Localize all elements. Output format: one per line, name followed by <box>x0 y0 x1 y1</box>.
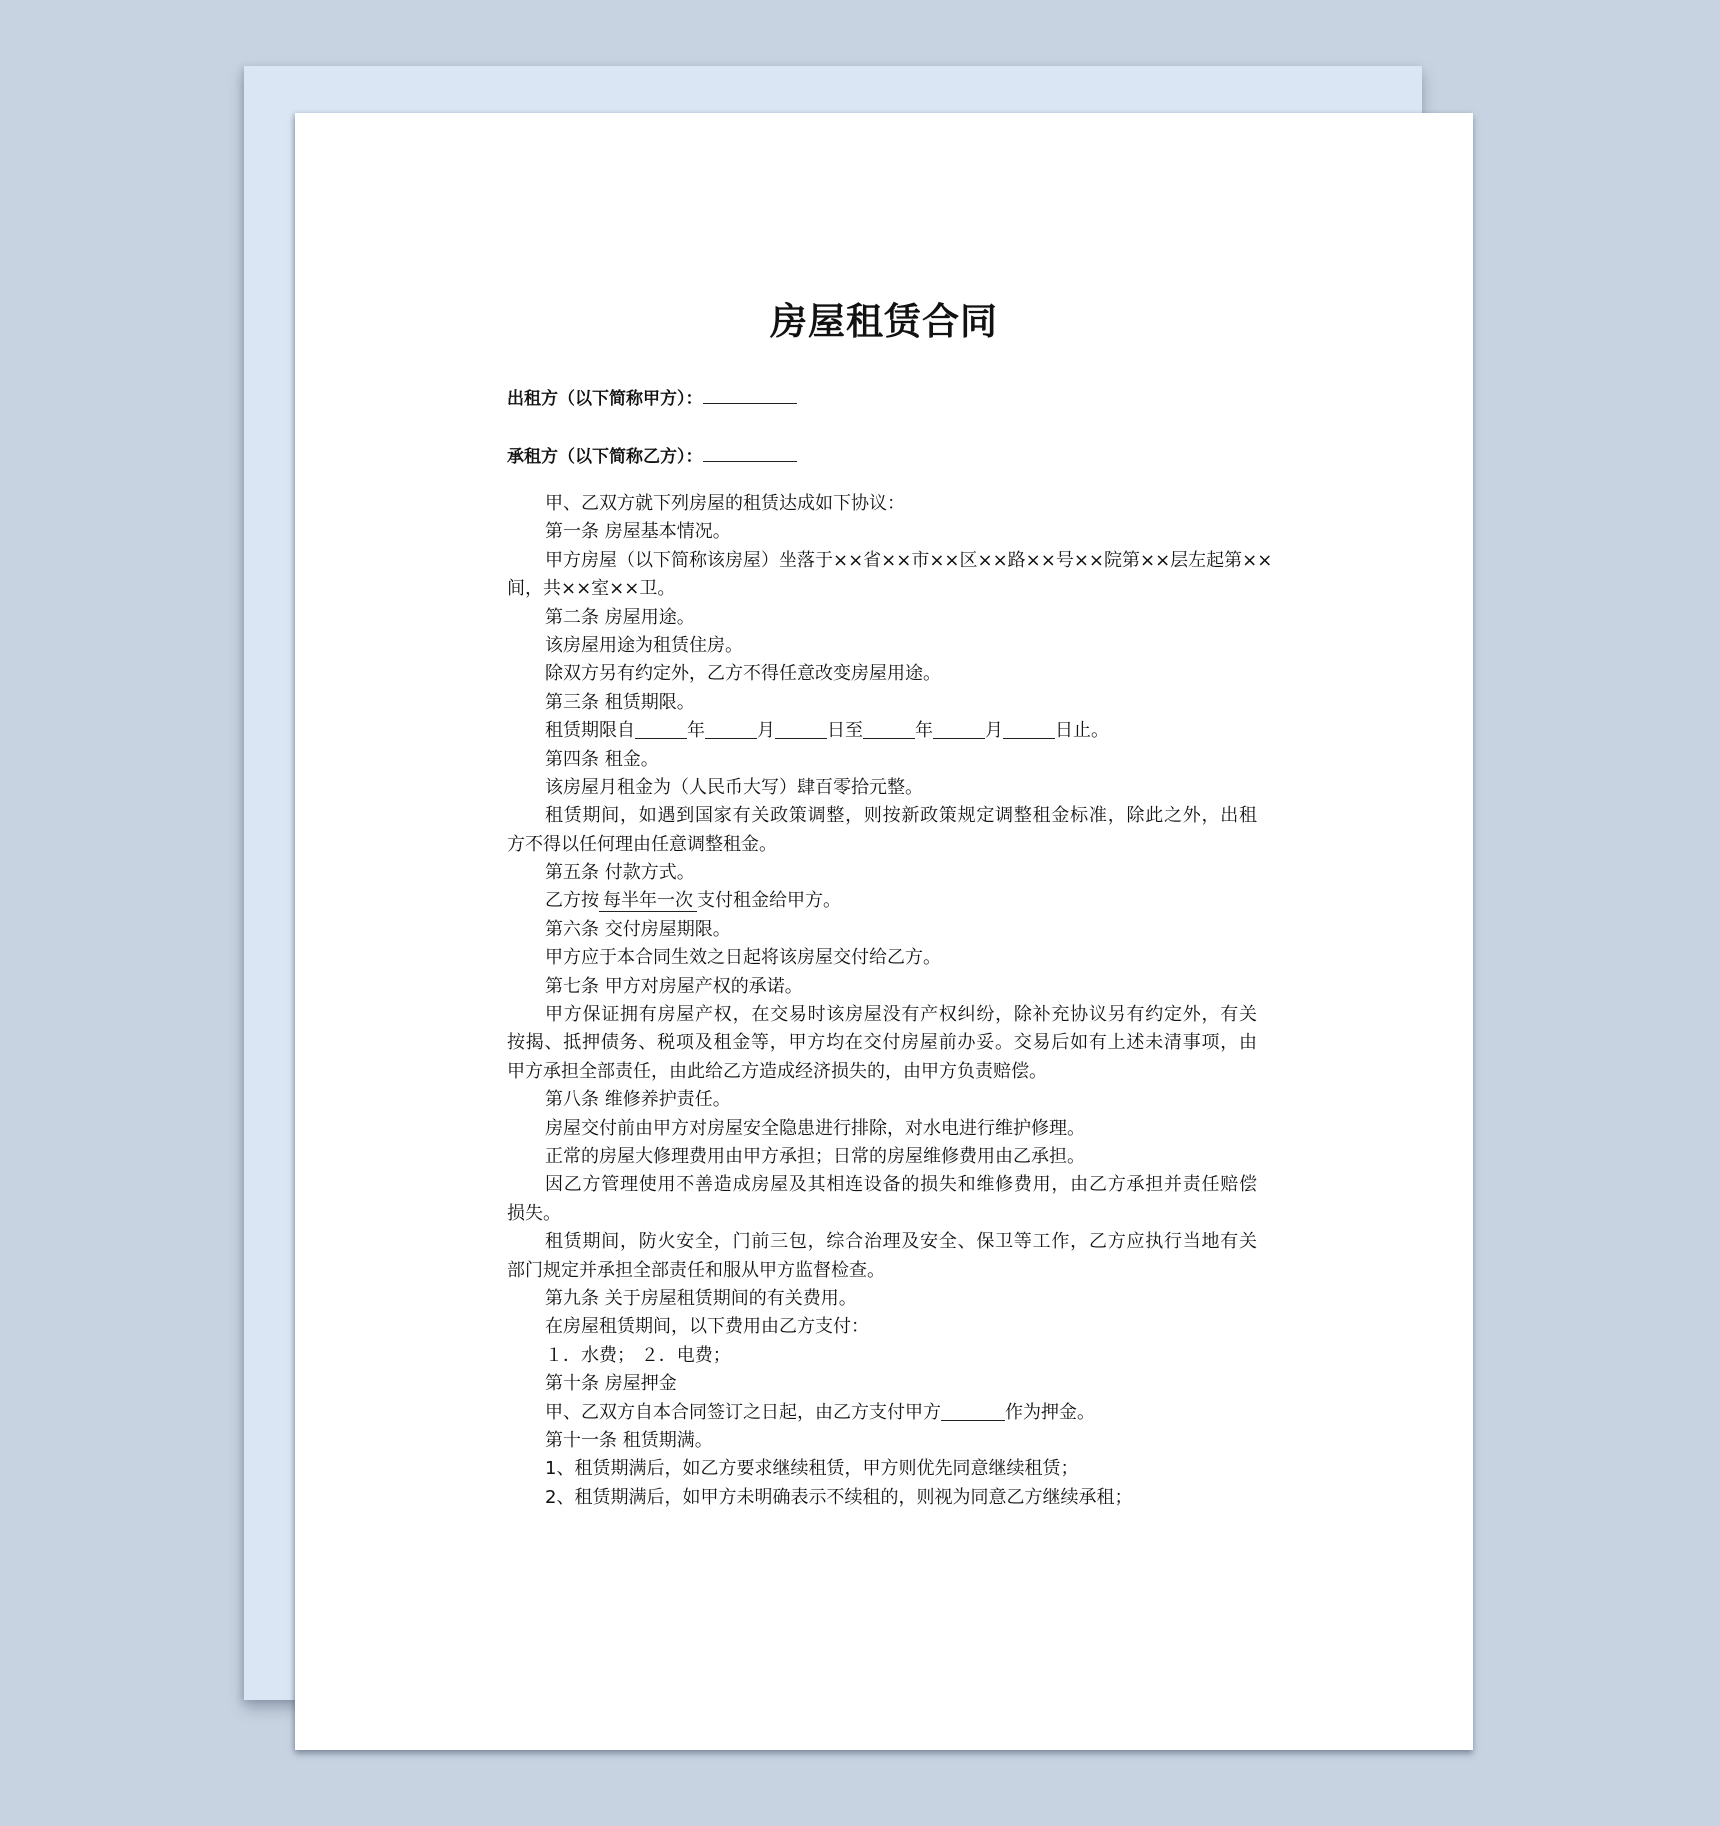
lessee-name-field[interactable] <box>703 461 797 462</box>
contract-line: 甲方保证拥有房屋产权，在交易时该房屋没有产权纠纷，除补充协议另有约定外，有关 <box>545 1004 1257 1026</box>
contract-line: 2、租赁期满后，如甲方未明确表示不续租的，则视为同意乙方继续承租； <box>545 1486 1133 1508</box>
contract-line: 第四条 租金。 <box>545 748 659 770</box>
day-to-label: 日至 <box>827 720 863 742</box>
contract-line: 第八条 维修养护责任。 <box>545 1089 731 1111</box>
contract-line: １．水费； ２．电费； <box>545 1344 731 1366</box>
lessor-label: 出租方（以下简称甲方）： <box>507 389 703 409</box>
lessor-name-field[interactable] <box>703 403 797 404</box>
payment-line <box>507 887 1257 915</box>
deposit-prefix: 甲、乙双方自本合同签订之日起，由乙方支付甲方 <box>545 1401 941 1423</box>
document-title: 房屋租赁合同 <box>770 300 998 343</box>
contract-line: 该房屋用途为租赁住房。 <box>545 634 743 656</box>
lessee-line <box>507 445 797 469</box>
contract-line: 损失。 <box>507 1202 561 1224</box>
month-label: 月 <box>985 720 1003 742</box>
start-month-field[interactable] <box>705 720 757 739</box>
contract-line: 第二条 房屋用途。 <box>545 606 695 628</box>
end-year-field[interactable] <box>863 720 915 739</box>
contract-line: 甲方应于本合同生效之日起将该房屋交付给乙方。 <box>545 947 941 969</box>
deposit-line <box>507 1399 1257 1427</box>
contract-line: 第六条 交付房屋期限。 <box>545 918 731 940</box>
contract-line: 第十条 房屋押金 <box>545 1373 677 1395</box>
contract-line: 房屋交付前由甲方对房屋安全隐患进行排除，对水电进行维护修理。 <box>545 1117 1085 1139</box>
contract-line: 间，共××室××卫。 <box>507 578 676 600</box>
contract-line: 第七条 甲方对房屋产权的承诺。 <box>545 975 803 997</box>
lessor-line <box>507 387 797 411</box>
deposit-suffix: 作为押金。 <box>1005 1401 1095 1423</box>
contract-line: 第九条 关于房屋租赁期间的有关费用。 <box>545 1287 857 1309</box>
contract-line: 第三条 租赁期限。 <box>545 691 695 713</box>
contract-line: 租赁期间，如遇到国家有关政策调整，则按新政策规定调整租金标准，除此之外，出租 <box>545 805 1257 827</box>
contract-line: 正常的房屋大修理费用由甲方承担；日常的房屋维修费用由乙承担。 <box>545 1145 1085 1167</box>
contract-page <box>295 113 1473 1750</box>
start-year-field[interactable] <box>635 720 687 739</box>
start-day-field[interactable] <box>775 720 827 739</box>
day-end-label: 日止。 <box>1055 720 1109 742</box>
payment-suffix: 支付租金给甲方。 <box>697 890 841 912</box>
contract-line: 第一条 房屋基本情况。 <box>545 521 731 543</box>
contract-line: 租赁期间，防火安全，门前三包，综合治理及安全、保卫等工作，乙方应执行当地有关 <box>545 1231 1257 1253</box>
payment-frequency-field[interactable]: 每半年一次 <box>599 890 697 912</box>
contract-line: 第五条 付款方式。 <box>545 862 695 884</box>
contract-line: 该房屋月租金为（人民币大写）肆百零拾元整。 <box>545 776 923 798</box>
end-month-field[interactable] <box>933 720 985 739</box>
deposit-amount-field[interactable] <box>941 1402 1005 1421</box>
contract-line: 在房屋租赁期间，以下费用由乙方支付： <box>545 1316 869 1338</box>
contract-line: 按揭、抵押债务、税项及租金等，甲方均在交付房屋前办妥。交易后如有上述未清事项，由 <box>507 1032 1257 1054</box>
contract-line: 甲方房屋（以下简称该房屋）坐落于××省××市××区××路××号××院第××层左起第×× <box>545 549 1273 571</box>
month-label: 月 <box>757 720 775 742</box>
lessee-label: 承租方（以下简称乙方）： <box>507 447 703 467</box>
contract-line: 部门规定并承担全部责任和服从甲方监督检查。 <box>507 1259 885 1281</box>
payment-prefix: 乙方按 <box>545 890 599 912</box>
contract-line: 除双方另有约定外，乙方不得任意改变房屋用途。 <box>545 663 941 685</box>
year-label: 年 <box>687 720 705 742</box>
term-prefix: 租赁期限自 <box>545 720 635 742</box>
contract-line: 方不得以任何理由任意调整租金。 <box>507 833 777 855</box>
contract-line: 甲、乙双方就下列房屋的租赁达成如下协议： <box>545 493 905 514</box>
contract-line: 甲方承担全部责任，由此给乙方造成经济损失的，由甲方负责赔偿。 <box>507 1060 1047 1082</box>
year-label: 年 <box>915 720 933 742</box>
dates-line <box>507 717 1257 745</box>
contract-line: 因乙方管理使用不善造成房屋及其相连设备的损失和维修费用，由乙方承担并责任赔偿 <box>545 1174 1257 1196</box>
contract-body <box>507 490 1273 1512</box>
contract-line: 第十一条 租赁期满。 <box>545 1429 713 1451</box>
contract-line: 1、租赁期满后，如乙方要求继续租赁，甲方则优先同意继续租赁； <box>545 1458 1079 1480</box>
end-day-field[interactable] <box>1003 720 1055 739</box>
